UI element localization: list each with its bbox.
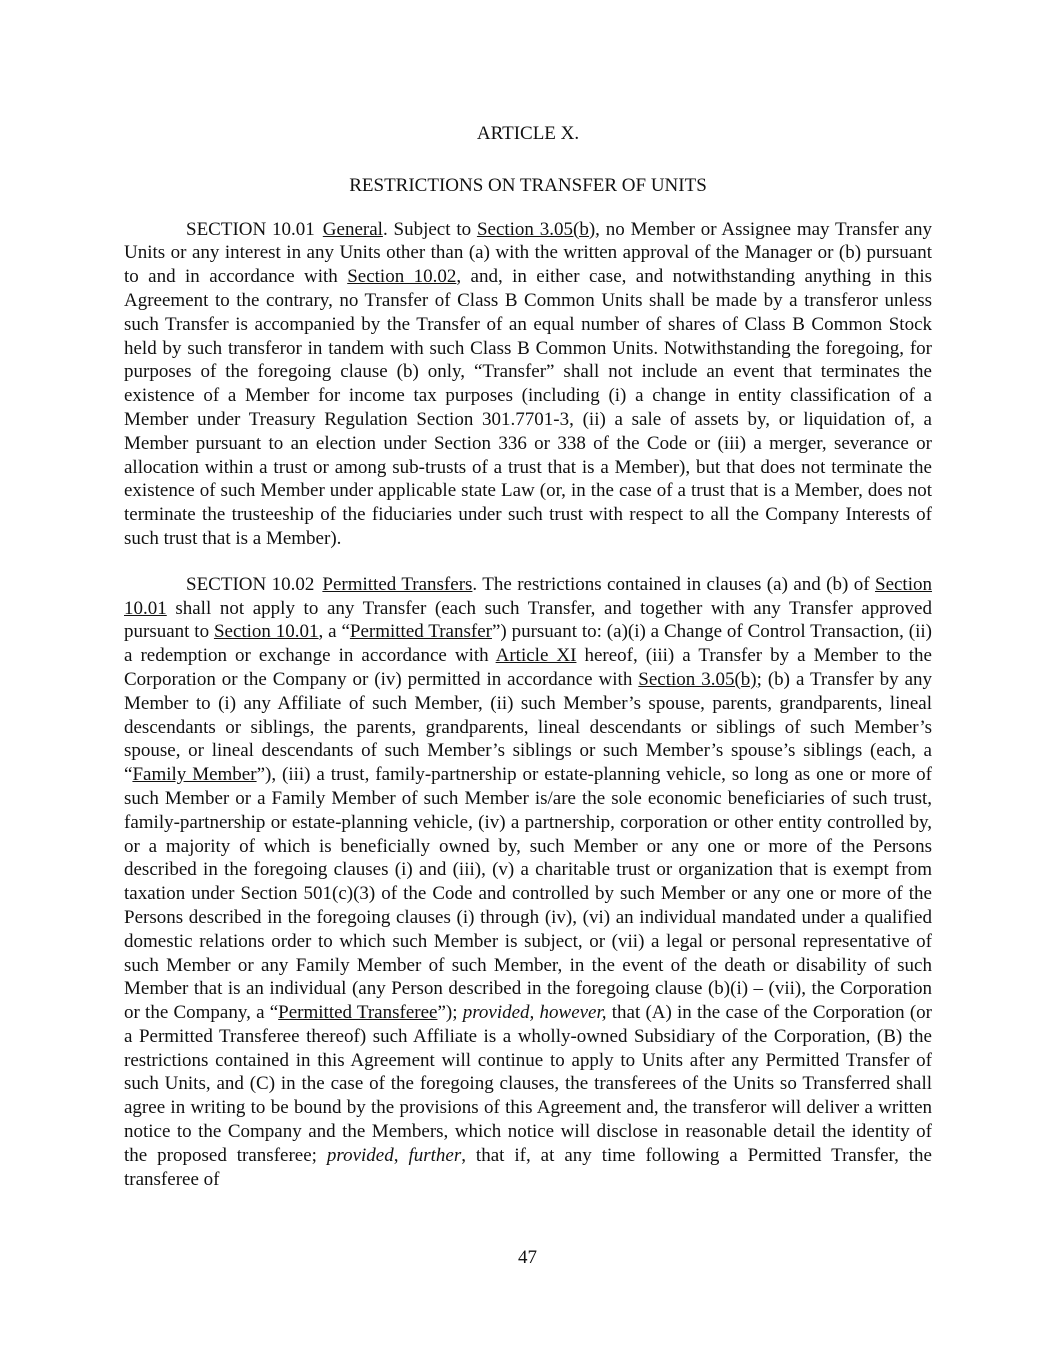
defined-term-permitted-transferee: Permitted Transferee (278, 1002, 438, 1024)
defined-term-permitted-transfer: Permitted Transfer (349, 621, 492, 643)
defined-term-family-member: Family Member (132, 764, 257, 786)
cross-reference-section-10-01: Section 10.01 (213, 621, 319, 643)
proviso-italic: provided (326, 1144, 394, 1166)
proviso-italic: provided, however, (462, 1002, 607, 1024)
text-run: shall not apply to any Transfer (each such Transfer, and together with any Transfer approved pursuant to (124, 597, 932, 643)
text-run: , and, in either case, and notwithstanding anything in this Agreement to the contrary, no Transfer of Class B Common Units shall be made by a transferor unless such Transfer is accompanied by the Transfer of an equal number of shares of Class B Common Stock held by such transferor in tandem with such Class B Common Units. Notwithstanding the foregoing, for purposes of the foregoing clause (b) only, “Transfer” shall not include an event that terminates the existence of a Member for income tax purposes (including (i) a change in entity classification of a Member under Treasury Regulation Section 301.7701-3, (ii) a sale of assets by, or liquidation of, a Member pursuant to an election under Section 336 or 338 of the Code or (iii) a merger, severance or allocation within a trust or among sub-trusts of a trust that is a Member), but that does not terminate the existence of such Member under applicable state Law (or, in the case of a trust that is a Member, does not terminate the trusteeship of the fiduciaries under such trust with respect to all the Company Interests of such trust that is a Member). (124, 266, 932, 549)
section-10-02-heading: Permitted Transfers (322, 573, 473, 595)
text-run: , a “ (318, 621, 350, 643)
text-run: ; (b) a Transfer by any Member to (i) any Affiliate of such Member, (ii) such Member’s spouse, parents, grandparents, lineal descendants or siblings, the parents, grandparents, lineal descendants or siblings of such Member’s spouse, or lineal descendants of such Member’s siblings or such Member’s spouse’s siblings (each, a “ (124, 668, 932, 786)
cross-reference-section-10-01: Section 10.01 (124, 573, 932, 619)
text-run: ”), (iii) a trust, family-partnership or estate-planning vehicle, so long as one or more of such Member or a Family Member of such Member is/are the sole economic beneficiaries of such trust, family-partnership or estate-planning vehicle, (iv) a partnership, corporation or other entity controlled by, or a majority of which is beneficially owned by, such Member or any one or more of the Persons described in the foregoing clauses (i) and (iii), (v) a charitable trust or organization that is exempt from taxation under Section 501(c)(3) of the Code and controlled by such Member or any one or more of the Persons described in the foregoing clauses (i) through (iv), (vi) an individual mandated under a qualified domestic relations order to which such Member is subject, or (vii) a legal or personal representative of such Member or any Family Member of such Member, in the event of the death or disability of such Member that is an individual (any Person described in the foregoing clause (b)(i) – (vii), the Corporation or the Company, a “ (124, 764, 933, 1024)
cross-reference-section-10-02: Section 10.02 (347, 266, 457, 288)
document-page (124, 122, 932, 1191)
section-10-01-paragraph (124, 218, 932, 551)
text-run: . Subject to (382, 218, 477, 240)
section-10-01-label: SECTION 10.01 (186, 218, 315, 240)
text-run: , (393, 1144, 409, 1166)
text-run: that (A) in the case of the Corporation (or a Permitted Transferee thereof) such Affiliate is a wholly-owned Subsidiary of the Corporation, (B) the restrictions contained in this Agreement will continue to apply to Units after any Permitted Transfer of such Units, and (C) in the case of the foregoing clauses, the transferees of the Units so Transferred shall agree in writing to be bound by the provisions of this Agreement and, the transferor will deliver a written notice to the Company and the Members, which notice will disclose in reasonable detail the identity of the proposed transferee; (124, 1002, 932, 1166)
section-10-02-label: SECTION 10.02 (186, 573, 315, 595)
cross-reference-article-xi: Article XI (495, 645, 577, 667)
section-10-01-heading: General (322, 218, 383, 240)
text-run: ”) pursuant to: (a)(i) a Change of Control Transaction, (ii) a redemption or exchange in accordance with (124, 621, 932, 667)
cross-reference-section-3-05b: Section 3.05(b) (638, 668, 757, 690)
text-run: . The restrictions contained in clauses (a) and (b) of (472, 573, 875, 595)
article-number: ARTICLE X. (476, 123, 580, 144)
cross-reference-section-3-05b: Section 3.05(b) (476, 218, 596, 240)
proviso-italic: further (408, 1144, 462, 1166)
text-run: , no Member or Assignee may Transfer any Units or any interest in any Units other than (a) with the written approval of the Manager or (b) pursuant to and in accordance with (124, 218, 932, 288)
page-number: 47 (518, 1247, 537, 1268)
article-title: RESTRICTIONS ON TRANSFER OF UNITS (349, 174, 707, 196)
section-10-02-paragraph (124, 573, 932, 1192)
text-run: ”); (437, 1002, 463, 1024)
text-run: , that if, at any time following a Permitted Transfer, the transferee of (124, 1144, 932, 1190)
text-run: hereof, (iii) a Transfer by a Member to the Corporation or the Company or (iv) permitted in accordance with (124, 645, 932, 690)
